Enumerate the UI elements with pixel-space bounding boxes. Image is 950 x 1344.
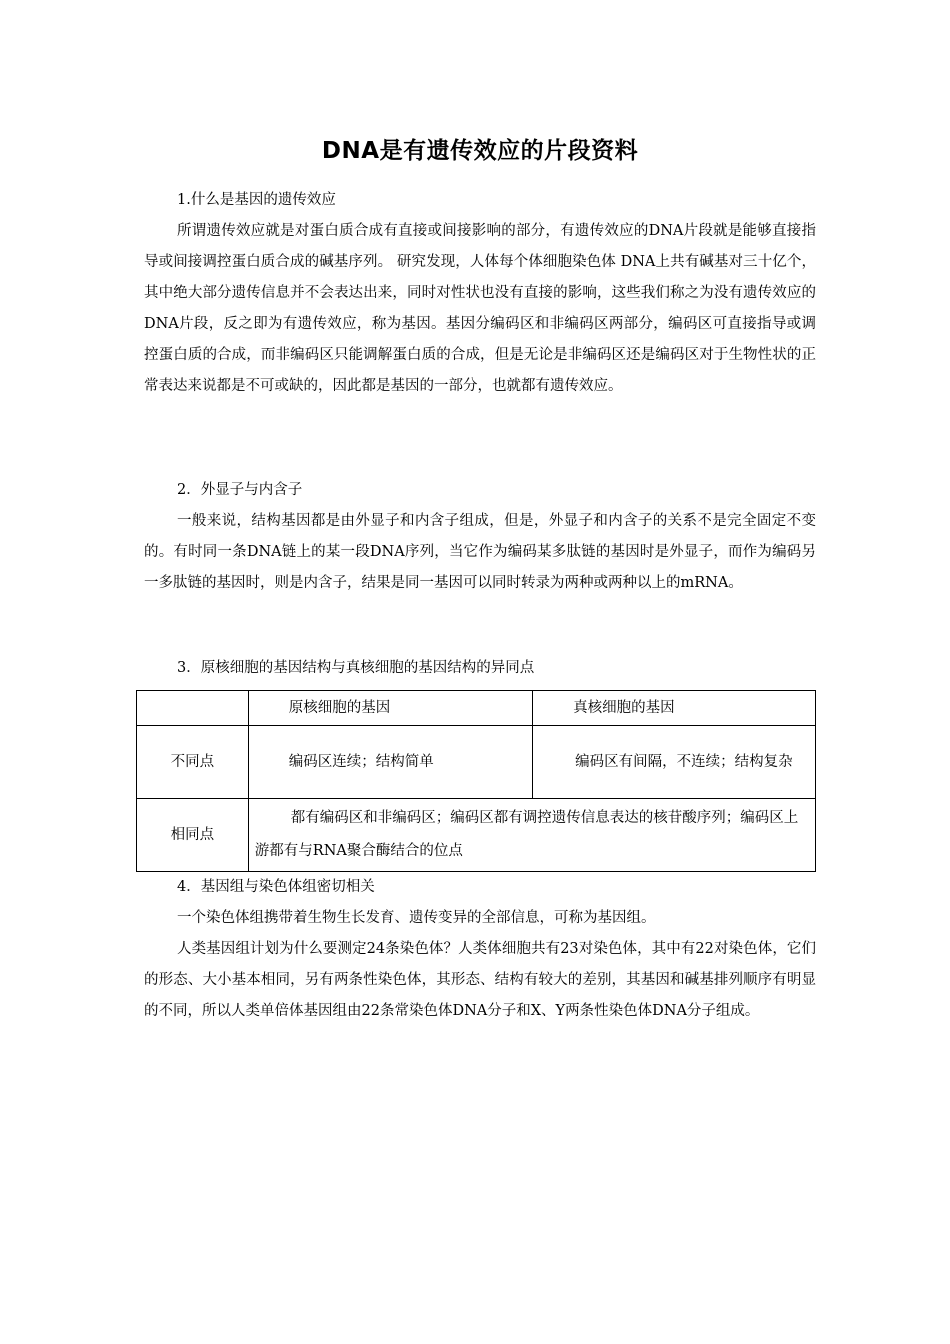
gene-structure-comparison-table — [136, 690, 816, 872]
section-2-heading: 2．外显子与内含子 — [177, 482, 303, 498]
table-header-eukaryote: 真核细胞的基因 — [533, 691, 816, 726]
section-4-paragraph-1: 一个染色体组携带着生物生长发育、遗传变异的全部信息，可称为基因组。 — [177, 910, 656, 926]
cell-prokaryote-difference: 编码区连续；结构简单 — [248, 726, 532, 799]
section-4-paragraph-2: 人类基因组计划为什么要测定24条染色体？人类体细胞共有23对染色体，其中有22对染色体，它们的形态、大小基本相同，另有两条性染色体，其形态、结构有较大的差别，其基因和碱基排列顺序有明显的不同，所以人类单倍体基因组由22条常染色体DNA分子和X、Y两条性染色体DNA分子组成。 — [144, 941, 816, 1019]
table-header-empty — [137, 691, 249, 726]
table-row-similarities — [137, 799, 816, 872]
row-label-similarities: 相同点 — [137, 799, 249, 872]
section-3-heading: 3．原核细胞的基因结构与真核细胞的基因结构的异同点 — [177, 660, 535, 676]
section-4-heading: 4．基因组与染色体组密切相关 — [177, 879, 375, 895]
cell-eukaryote-difference: 编码区有间隔，不连续；结构复杂 — [533, 726, 816, 799]
cell-common-features: 都有编码区和非编码区；编码区都有调控遗传信息表达的核苷酸序列；编码区上游都有与RNA聚合酶结合的位点 — [248, 799, 815, 872]
row-label-differences: 不同点 — [137, 726, 249, 799]
table-header-row — [137, 691, 816, 726]
table-header-prokaryote: 原核细胞的基因 — [248, 691, 532, 726]
table-row-differences — [137, 726, 816, 799]
section-1-paragraph: 所谓遗传效应就是对蛋白质合成有直接或间接影响的部分，有遗传效应的DNA片段就是能够直接指导或间接调控蛋白质合成的碱基序列。 研究发现，人体每个体细胞染色体 DNA上共有碱基对三十亿个，其中绝大部分遗传信息并不会表达出来，同时对性状也没有直接的影响，这些我们称之为没有遗传效应的DNA片段，反之即为有遗传效应，称为基因。基因分编码区和非编码区两部分，编码区可直接指导或调控蛋白质的合成，而非编码区只能调解蛋白质的合成，但是无论是非编码区还是编码区对于生物性状的正常表达来说都是不可或缺的，因此都是基因的一部分，也就都有遗传效应。 — [144, 223, 816, 394]
document-title: DNA是有遗传效应的片段资料 — [321, 138, 639, 164]
section-2-paragraph: 一般来说，结构基因都是由外显子和内含子组成，但是，外显子和内含子的关系不是完全固定不变的。有时同一条DNA链上的某一段DNA序列，当它作为编码某多肽链的基因时是外显子，而作为编码另一多肽链的基因时，则是内含子，结果是同一基因可以同时转录为两种或两种以上的mRNA。 — [144, 513, 816, 591]
section-1-heading: 1.什么是基因的遗传效应 — [177, 192, 336, 208]
